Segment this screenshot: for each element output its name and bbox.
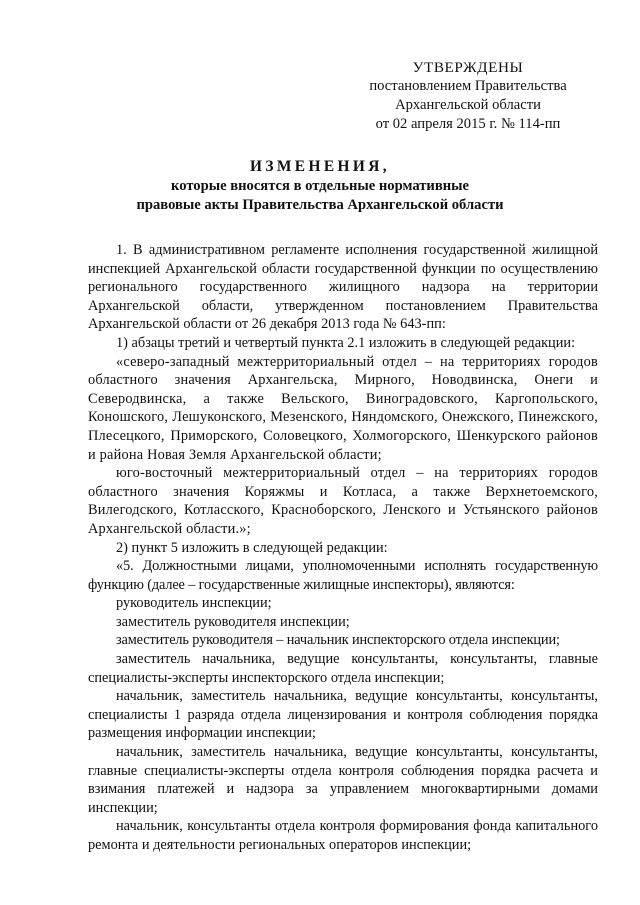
document-title: ИЗМЕНЕНИЯ,	[249, 158, 391, 175]
approval-line-2: Архангельской области	[395, 97, 541, 113]
approval-line-3: от 02 апреля 2015 г. № 114-пп	[375, 116, 561, 132]
list-item-deputy-head: заместитель руководителя инспекции;	[116, 613, 350, 630]
paragraph-amendment-1: 1. В административном регламенте исполнения государственной жилищной инспекцией Архангельской области государственной функции по осуществлению регионального государственного жилищного надзора на территории Архангельской области, утвержденном постановлением Правительства Архангельской области от 26 декабря 2013 года № 643-пп:	[88, 242, 598, 333]
list-item-licensing-department: начальник, заместитель начальника, ведущие консультанты, консультанты, специалисты 1 разряда отдела лицензирования и контроля соблюдения порядка размещения информации инспекции;	[88, 688, 598, 742]
list-item-capital-repair-department: начальник, консультанты отдела контроля формирования фонда капитального ремонта и деятельности региональных операторов инспекции;	[88, 818, 598, 853]
paragraph-southeast-department: юго-восточный межтерриториальный отдел – на территориях городов областного значения Коряжмы и Котласа, а также Верхнетоемского, Вилегодского, Котласского, Красноборского, Ленского и Устьянского районов Архангельской области.»;	[88, 465, 598, 537]
list-item-inspector-department: заместитель начальника, ведущие консультанты, консультанты, главные специалисты-эксперты инспекторского отдела инспекции;	[88, 651, 598, 686]
list-item-deputy-head-chief: заместитель руководителя – начальник инспекторского отдела инспекции;	[116, 632, 560, 649]
paragraph-subitem-1: 1) абзацы третий и четвертый пункта 2.1 изложить в следующей редакции:	[116, 334, 576, 351]
approval-title: УТВЕРЖДЕНЫ	[412, 59, 524, 76]
document-subtitle-line-1: которые вносятся в отдельные нормативные	[171, 177, 469, 194]
paragraph-subitem-2: 2) пункт 5 изложить в следующей редакции:	[116, 539, 388, 556]
list-item-head: руководитель инспекции;	[116, 595, 272, 612]
document-subtitle-line-2: правовые акты Правительства Архангельской области	[136, 197, 504, 213]
approval-block	[348, 58, 588, 134]
paragraph-point-5: «5. Должностными лицами, уполномоченными исполнять государственную функцию (далее – государственные жилищные инспекторы), являются:	[88, 558, 598, 593]
list-item-payments-department: начальник, заместитель начальника, ведущие консультанты, консультанты, главные специалисты-эксперты отдела контроля соблюдения порядка расчета и взимания платежей и надзора за управлением многоквартирными домами инспекции;	[88, 744, 598, 816]
approval-line-1: постановлением Правительства	[369, 78, 567, 94]
document-heading	[0, 157, 640, 216]
document-body	[88, 241, 598, 855]
paragraph-northwest-department: «северо-западный межтерриториальный отдел – на территориях городов областного значения Архангельска, Мирного, Новодвинска, Онеги и Северодвинска, а также Вельского, Виноградовского, Каргопольского, Коношского, Лешуконского, Мезенского, Няндомского, Онежского, Пинежского, Плесецкого, Приморского, Соловецкого, Холмогорского, Шенкурского районов и района Новая Земля Архангельской области;	[88, 353, 598, 463]
